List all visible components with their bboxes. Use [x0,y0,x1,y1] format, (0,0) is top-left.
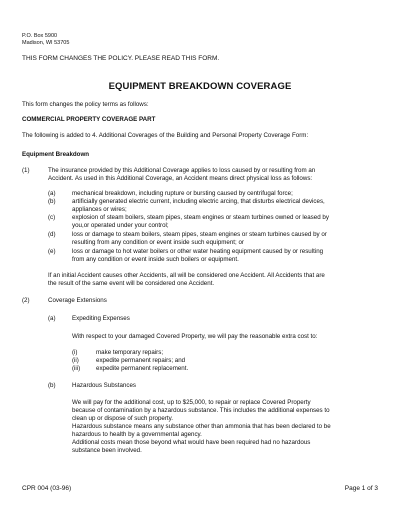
expediting-expenses-text: With respect to your damaged Covered Property, we will pay the reasonable extra cost to: [72,333,318,340]
list-ii-text: expedite permanent repairs; and [96,357,186,364]
address-line-2: Madison, WI 53705 [22,40,70,46]
intro-text: This form changes the policy terms as follows: [22,101,149,108]
expediting-expenses-heading: Expediting Expenses [72,315,130,322]
item-1-line-1: The insurance provided by this Additional Coverage applies to loss caused by or resulting from an [48,167,316,174]
subitem-d-line-2: resulting from any condition or event inside such equipment; or [72,239,244,246]
hazardous-line-6: Additional costs mean those beyond what would have been required had no hazardous [72,439,311,446]
added-text: The following is added to 4. Additional Coverages of the Building and Personal Property Coverage Form: [22,132,309,139]
hazardous-line-5: hazardous to health by a governmental agency. [72,431,202,438]
list-i-label: (i) [72,349,78,356]
page-number: Page 1 of 3 [344,485,378,492]
hazardous-line-2: because of contamination by a hazardous substance. This includes the additional expenses to [72,407,330,414]
subitem-b-line-1: artificially generated electric current, including electric arcing, that disturbs electrical devices, [72,198,325,205]
item-1-number: (1) [22,167,30,174]
subitem-c-line-1: explosion of steam boilers, steam pipes, steam engines or steam turbines owned or leased by [72,214,329,221]
subitem-d-label: (d) [48,231,56,238]
subitem-e-line-2: from any condition or event inside such boilers or equipment. [72,256,239,263]
list-iii-text: expedite permanent replacement. [96,365,189,372]
accident-closing-line-1: If an initial Accident causes other Accidents, all will be considered one Accident. All Accidents that are [48,272,325,279]
hazardous-substances-heading: Hazardous Substances [72,382,136,389]
hazardous-line-1: We will pay for the additional cost, up to $25,000, to repair or replace Covered Property [72,399,311,406]
item-2-number: (2) [22,297,30,304]
hazardous-line-3: clean up or dispose of such property. [72,415,174,422]
item-1-line-2: Accident. As used in this Additional Coverage, an Accident means direct physical loss as follows: [48,175,313,182]
subheading: Equipment Breakdown [22,151,90,158]
subitem-e-label: (e) [48,248,56,255]
subitem-b-label: (b) [48,198,56,205]
subitem-a-text: mechanical breakdown, including rupture or bursting caused by centrifugal force; [72,190,293,197]
coverage-extensions-label: Coverage Extensions [48,297,107,304]
subitem-e-line-1: loss or damage to hot water boilers or other water heating equipment caused by or resulting [72,248,324,255]
policy-notice: THIS FORM CHANGES THE POLICY. PLEASE READ THIS FORM. [22,55,220,62]
list-i-text: make temporary repairs; [96,349,164,356]
subitem-d-line-1: loss or damage to steam boilers, steam pipes, steam engines or steam turbines caused by or [72,231,327,238]
hazardous-line-4: Hazardous substance means any substance other than ammonia that has been declared to be [72,423,331,430]
section-heading: COMMERCIAL PROPERTY COVERAGE PART [22,116,156,123]
subitem-c-label: (c) [48,214,56,221]
subitem-a-label: (a) [48,190,56,197]
address-line-1: P.O. Box 5900 [22,33,58,39]
subitem-b-line-2: appliances or wires; [72,206,127,213]
accident-closing-line-2: the result of the same event will be considered one Accident. [48,280,215,287]
list-ii-label: (ii) [72,357,79,364]
hazardous-line-7: substance been involved. [72,447,142,454]
list-iii-label: (iii) [72,365,81,372]
page-title: EQUIPMENT BREAKDOWN COVERAGE [108,81,292,92]
subitem-c-line-2: you,or operated under your control; [72,222,169,229]
extension-a-label: (a) [48,315,56,322]
extension-b-label: (b) [48,382,56,389]
form-id: CPR 004 (03-96) [22,485,72,492]
